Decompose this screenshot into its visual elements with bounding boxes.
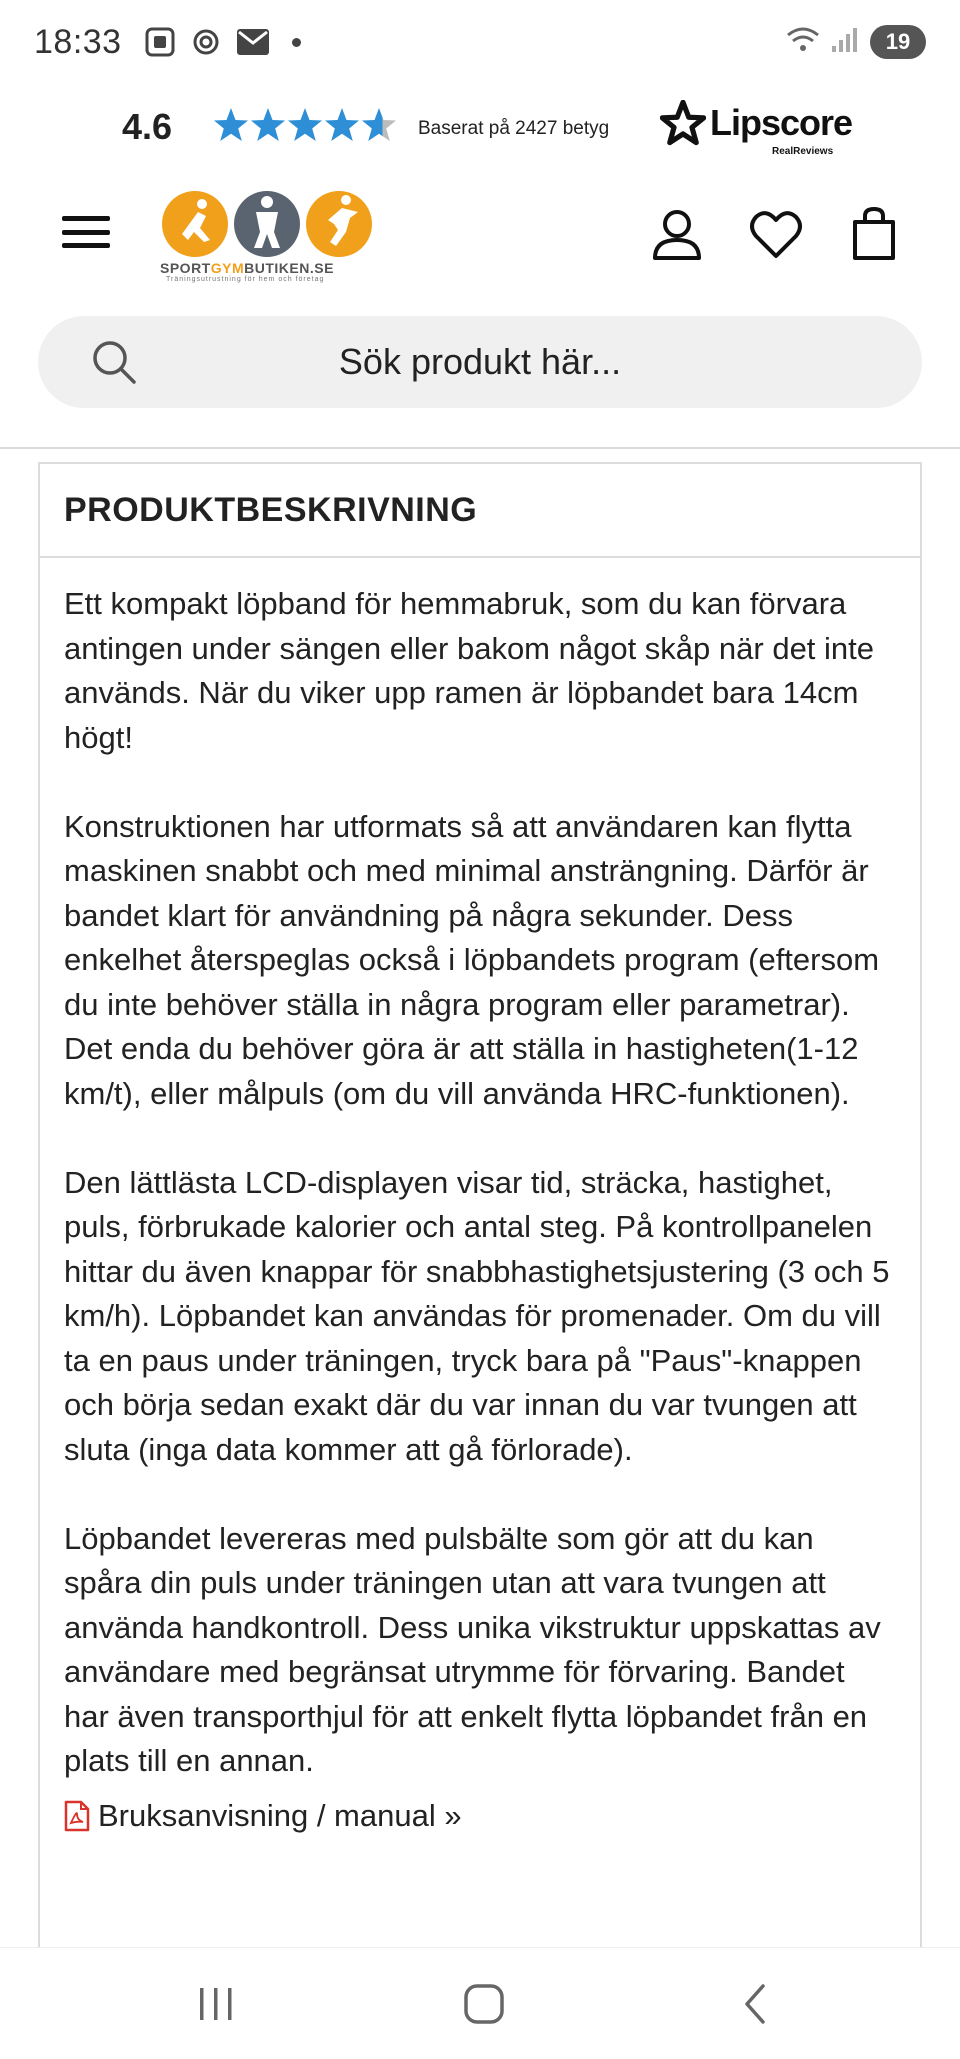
rating-score: 4.6 [122,106,173,147]
notification-dot [292,38,301,47]
lipscore-name: Lipscore [710,102,853,143]
screenshot-icon [144,26,176,58]
wifi-icon [786,26,820,59]
search-input[interactable]: Sök produkt här... [338,341,622,382]
back-icon[interactable] [724,1976,784,2032]
manual-pdf-link[interactable] [64,1798,896,1834]
description-paragraph: Konstruktionen har utformats så att användaren kan flytta maskinen snabbt och med minimal ansträngning. Därför är bandet klart för användning på några sekunder. Dess enkelhet återspeglas också i löpbandets program (eftersom du inte behöver ställa in några program eller parametrar). Det enda du behöver göra är att ställa in hastigheten(1-12 km/t), eller målpuls (om du vill använda HRC-funktionen). [64,808,880,1111]
star-partial-icon [362,108,396,141]
battery-indicator: 19 [870,25,926,59]
lipscore-star-icon [660,100,706,146]
product-description-header[interactable] [40,464,920,558]
cart-bag-icon[interactable] [844,204,904,264]
mail-icon [236,28,270,56]
divider [0,447,960,449]
openai-icon [190,26,222,58]
rating-bar[interactable] [0,84,960,184]
search-bar[interactable] [38,316,922,408]
lipscore-logo [660,100,853,157]
home-icon[interactable] [454,1976,514,2032]
star-icon [214,108,248,141]
site-header [0,184,960,304]
menu-icon[interactable] [62,210,110,254]
product-description-body [40,558,920,1834]
logo-wordmark: SPORTGYMBUTIKEN.SE [160,260,334,276]
product-description-title: PRODUKTBESKRIVNING [64,490,478,529]
signal-icon [830,26,860,59]
pdf-icon [64,1800,90,1832]
description-paragraph: Den lättlästa LCD-displayen visar tid, sträcka, hastighet, puls, förbrukade kalorier och antal steg. På kontrollpanelen hittar du även knappar för snabbhastighetsjustering (3 och 5 km/h). Löpbandet kan användas för promenader. Om du vill ta en paus under träningen, tryck bara på "Paus"-knappen och börja sedan exakt där du var innan du var tvungen att sluta (inga data kommer att gå förlorade). [64,1164,890,1467]
logo-tagline: Träningsutrustning för hem och företag [166,276,325,283]
description-paragraph: Löpbandet levereras med pulsbälte som gör att du kan spåra din puls under träningen utan att vara tvungen att använda handkontroll. Dess unika vikstruktur uppskattas av användare med begränsat utrymme för förvaring. Bandet har även transporthjul för att enkelt flytta löpbandet från en plats till en annan. [64,1520,881,1778]
recent-apps-icon[interactable] [186,1976,246,2032]
description-paragraph: Ett kompakt löpband för hemmabruk, som du kan förvara antingen under sängen eller bakom något skåp när det inte används. När du viker upp ramen är löpbandet bara 14cm högt! [64,586,875,755]
star-icon [325,108,359,141]
star-icon [251,108,285,141]
star-icon [288,108,322,141]
product-description-panel [38,462,922,1962]
status-time: 18:33 [34,22,122,61]
system-nav-bar [0,1947,960,2059]
status-bar [0,0,960,84]
manual-link-label: Bruksanvisning / manual » [98,1797,462,1833]
lipscore-sub: RealReviews [772,146,834,157]
rating-stars [212,104,402,148]
rating-count-text: Baserat på 2427 betyg [418,118,610,139]
wishlist-heart-icon[interactable] [746,204,806,264]
account-icon[interactable] [647,204,707,264]
